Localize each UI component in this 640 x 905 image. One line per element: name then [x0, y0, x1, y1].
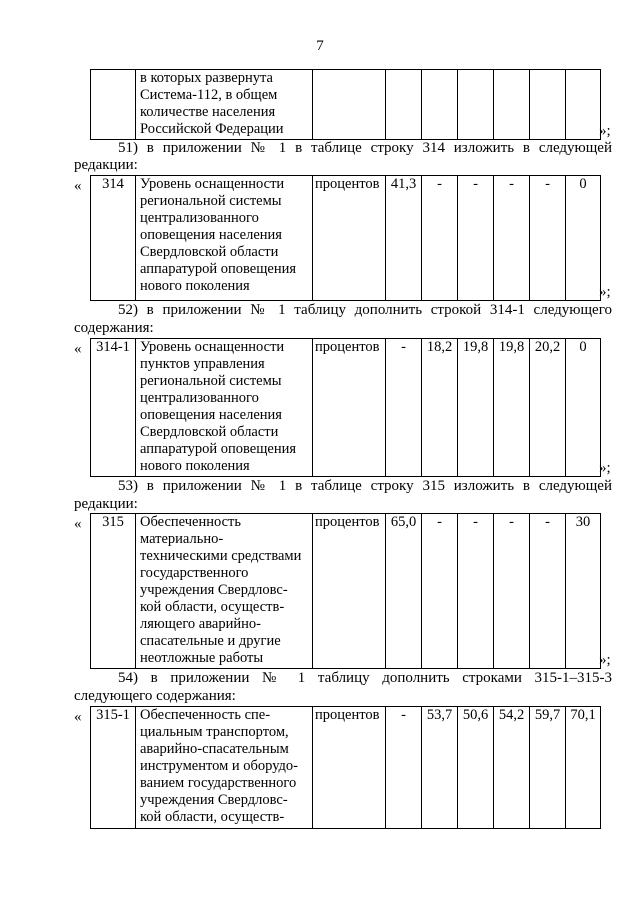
- cell-unit: процентов: [313, 707, 386, 829]
- closing-quote: »;: [599, 123, 611, 139]
- cell-value: 41,3: [386, 176, 422, 301]
- paragraph-51-cont: редакции:: [74, 157, 138, 173]
- cell-description: Обеспеченность материально- техническими средствами государственного учреждения Свердловс- кой области, осуществ- ляющего аварийно- спасательные и другие неотложные работы: [136, 514, 313, 669]
- cell-unit: процентов: [313, 176, 386, 301]
- cell-description: Уровень оснащенности пунктов управления региональной системы централизованного оповещения населения Свердловской области аппаратурой оповещения нового поколения: [136, 339, 313, 477]
- closing-quote: »;: [599, 284, 611, 300]
- paragraph-53: 53) в приложении № 1 в таблице строку 315 изложить в следующей: [118, 478, 612, 494]
- cell-value: -: [494, 514, 530, 669]
- paragraph-52-cont: содержания:: [74, 320, 154, 336]
- cell-value: -: [458, 514, 494, 669]
- cell-value: 0: [566, 176, 601, 301]
- opening-quote: «: [74, 516, 82, 532]
- cell-value: 53,7: [422, 707, 458, 829]
- closing-quote: »;: [599, 652, 611, 668]
- cell-value: -: [386, 707, 422, 829]
- closing-quote: »;: [599, 460, 611, 476]
- paragraph-51: 51) в приложении № 1 в таблице строку 314 изложить в следующей: [118, 140, 612, 156]
- paragraph-54: 54) в приложении № 1 таблицу дополнить строками 315-1–315-3: [118, 670, 612, 686]
- cell-unit: процентов: [313, 514, 386, 669]
- table-continuation: [90, 69, 601, 140]
- paragraph-54-cont: следующего содержания:: [74, 688, 236, 704]
- cell-value: -: [494, 176, 530, 301]
- cell-value: 54,2: [494, 707, 530, 829]
- table-row-314: [90, 175, 601, 301]
- cell-value: 18,2: [422, 339, 458, 477]
- table-row-314-1: [90, 338, 601, 477]
- cell-num: 314: [91, 176, 136, 301]
- cell-value: -: [530, 176, 566, 301]
- cell-value: 0: [566, 339, 601, 477]
- page-number: 7: [316, 38, 324, 54]
- cell-value: -: [458, 176, 494, 301]
- cell-value: 70,1: [566, 707, 601, 829]
- paragraph-52: 52) в приложении № 1 таблицу дополнить строкой 314-1 следующего: [118, 302, 612, 318]
- cell-description: в которых развернута Система-112, в общем количестве населения Российской Федерации: [136, 70, 313, 140]
- cell-value: 20,2: [530, 339, 566, 477]
- opening-quote: «: [74, 178, 82, 194]
- cell-value: -: [422, 176, 458, 301]
- cell-value: 50,6: [458, 707, 494, 829]
- table-row-315-1: [90, 706, 601, 829]
- cell-value: -: [386, 339, 422, 477]
- opening-quote: «: [74, 709, 82, 725]
- cell-value: 65,0: [386, 514, 422, 669]
- cell-value: -: [530, 514, 566, 669]
- cell-unit: процентов: [313, 339, 386, 477]
- cell-value: 19,8: [458, 339, 494, 477]
- cell-num: 314-1: [91, 339, 136, 477]
- cell-num: 315: [91, 514, 136, 669]
- paragraph-53-cont: редакции:: [74, 496, 138, 512]
- table-row-315: [90, 513, 601, 669]
- cell-description: Уровень оснащенности региональной системы централизованного оповещения населения Свердловской области аппаратурой оповещения нового поколения: [136, 176, 313, 301]
- cell-value: -: [422, 514, 458, 669]
- cell-value: 59,7: [530, 707, 566, 829]
- cell-value: 30: [566, 514, 601, 669]
- cell-num: 315-1: [91, 707, 136, 829]
- cell-num: [91, 70, 136, 140]
- opening-quote: «: [74, 341, 82, 357]
- cell-value: 19,8: [494, 339, 530, 477]
- cell-description: Обеспеченность спе- циальным транспортом, аварийно-спасательным инструментом и оборудо- ванием государственного учреждения Свердловс- кой области, осуществ-: [136, 707, 313, 829]
